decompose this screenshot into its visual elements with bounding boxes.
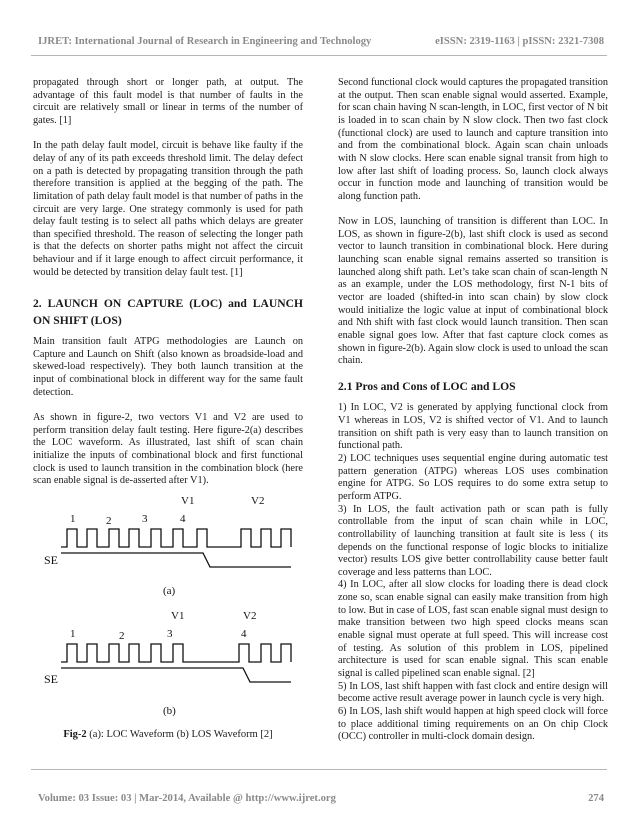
paragraph: Main transition fault ATPG methodologies are Launch on Capture and Launch on Shift (also known as broadside-load and skewed-load respectively). They both launch transition at the input of combinational block in different way for the same fault detection. [33,336,303,398]
clock-label-2: 2 [106,515,112,527]
clock-label-3: 3 [167,628,173,640]
paragraph: In the path delay fault model, circuit is behave like faulty if the delay of any of its path exceeds threshold limit. The delay defect on a path is detected by propagating transition through the path therefore transition is applied at the begging of the path. The limitation of path delay fault model is that number of paths in the circuit are very large. One strategy commonly is used for path delay fault testing is to select all paths which delays are greater than specified threshold. The reason of selecting the longer path is that the defects on shorter paths might not affect the circuit behaviour and if it large enough to affect circuit performance, it would be detected by transition delay fault test. [1] [33,140,303,278]
pros-cons-list [338,402,608,744]
clock-label-1: 1 [70,513,76,525]
section-heading [33,292,303,328]
right-column [338,77,608,744]
running-header [38,36,604,47]
figure-caption [33,729,303,740]
page-footer [38,793,604,804]
journal-title: IJRET: International Journal of Research in Engineering and Technology [38,36,372,47]
footer-volume: Volume: 03 Issue: 03 | Mar-2014, Available @ http://www.ijret.org [38,793,336,804]
v1-label: V1 [181,495,195,507]
clock-label-4: 4 [180,513,186,525]
list-item: 2) LOC techniques uses sequential engine during automatic test pattern generation (ATPG) whereas LOS uses combination engine for ATPG. So LOS requires to do some extra setup to perform ATPG. [338,452,608,502]
clock-label-4: 4 [241,628,247,640]
caption-text: (a): LOC Waveform (b) LOS Waveform [2] [86,729,273,740]
paragraph: Now in LOS, launching of transition is different than LOC. In LOS, as shown in figure-2(b), last shift clock is used as second vector to launch transition in combinational block. Here during launching scan enable signal remains asserted so transition is launched along shift path. Let’s take scan chain of scan-length N as an example, under the LOS methodology, first N-1 bits of vector are loaded (shifted-in into scan chain) by slow clock would initialize the logic value at input of combinational block and Nth shift with fast clock would launch transition. Then scan enable signal goes low. After that fast capture clock comes as shown in figure-2(b). Again slow clock is used to unload the scan chain. [338,216,608,367]
list-item: 3) In LOS, the fault activation path or scan path is fully controllable from the input of scan chain while in LOC, controllability of launching transition at fault site is less ( its depends on the functional response of logic blocks to initialize vector) results LOS give better controllability cause better fault coverage and less patterns than LOC. [338,503,608,578]
waveform-diagram [33,487,303,727]
figure-2 [33,487,303,747]
page-number: 274 [588,793,604,804]
se-label: SE [44,672,59,686]
list-item: 1) In LOC, V2 is generated by applying functional clock from V1 whereas in LOS, V2 is shifted vector of V1. And to launch transition on shift path is very easy than to launch transition on functional path. [338,402,608,452]
list-item: 6) In LOS, lash shift would happen at high speed clock will force to place additional timing requirements on an On chip Clock (OCC) controller in multi-clock domain design. [338,706,608,743]
los-waveform [61,644,291,682]
paragraph: As shown in figure-2, two vectors V1 and V2 are used to perform transition delay fault testing. Here figure-2(a) describes the LOC waveform. As illustrated, last shift of scan chain initialize the inputs of combinational block and first functional clock is used to launch transition in the combination block (here scan enable signal is de-asserted after V1). [33,411,303,487]
list-item: 4) In LOC, after all slow clocks for loading there is dead clock zone so, scan enable signal can easily make transition from high to low. But in case of LOS, fast scan enable signal must design to make transition between two high speed clocks means scan enable signal must operate at full speed. This will increase cost of testing. As solution of this problem in LOS, pipelined architecture is used for scan enable signal. This scan enable signal is called pipelined scan enable signal. [2] [338,579,608,680]
subfigure-a-label: (a) [163,585,176,597]
left-column [33,77,303,500]
clock-signal-b [61,644,291,662]
caption-label: Fig-2 [63,729,87,740]
scan-enable-a [61,553,291,567]
subsection-heading: 2.1 Pros and Cons of LOC and LOS [338,379,516,393]
clock-label-2: 2 [119,630,125,642]
clock-label-3: 3 [142,513,148,525]
v1-label: V1 [171,610,185,622]
paragraph: Second functional clock would captures the propagated transition at the output. Then scan enable signal would asserted. Example, for scan chain having N scan-length, in LOC, first vector of N bit is loaded in to scan chain by N slow clock. Then two fast clock (functional clock) are used to launch and capture transition into and from the combinational block. Again scan chain unloads with N slow clocks. Here scan enable signal transit from high to low after last shift of loading process. So, launch clock always occur in function mode and launching of transition would be along function path. [338,77,608,202]
clock-signal-a [61,529,291,547]
clock-label-1: 1 [70,628,76,640]
footer-rule [31,769,607,770]
section-heading-line2: ON SHIFT (LOS) [33,314,122,328]
subfigure-b-label: (b) [163,705,176,717]
v2-label: V2 [243,610,257,622]
scan-enable-b [61,668,291,682]
loc-waveform [61,529,291,567]
header-rule [31,55,607,56]
se-label: SE [44,553,59,567]
issn: eISSN: 2319-1163 | pISSN: 2321-7308 [435,36,604,47]
list-item: 5) In LOS, last shift happen with fast clock and entire design will become active result average power in launch cycle is very high. [338,680,608,705]
v2-label: V2 [251,495,265,507]
paragraph: propagated through short or longer path, at output. The advantage of this fault model is that number of faults in the circuit are relatively small or linear in terms of the number of gates. [1] [33,77,303,126]
section-heading-line1: 2. LAUNCH ON CAPTURE (LOC) and LAUNCH [33,297,303,311]
